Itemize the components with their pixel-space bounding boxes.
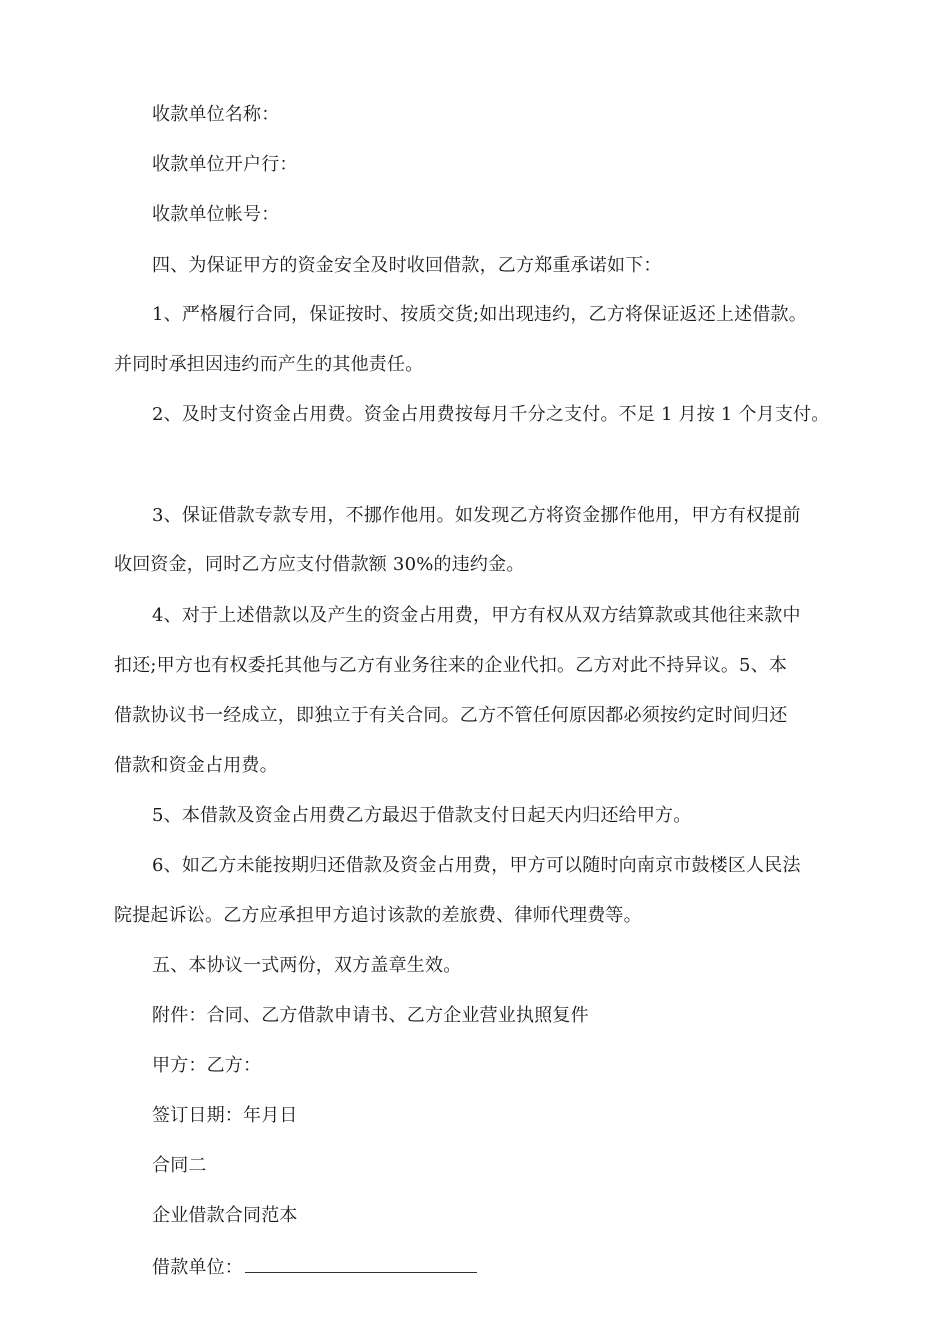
signing-date-line: 签订日期：年月日 [152,1105,298,1126]
parties-line: 甲方：乙方： [152,1055,262,1076]
payee-account-line: 收款单位帐号： [152,204,280,225]
clause-3-line-2: 收回资金，同时乙方应支付借款额 30%的违约金。 [114,554,525,575]
borrower-label: 借款单位： [152,1257,243,1278]
clause-5: 5、本借款及资金占用费乙方最迟于借款支付日起天内归还给甲方。 [152,805,692,826]
clause-1-line-2: 并同时承担因违约而产生的其他责任。 [114,354,424,375]
clause-4-line-2: 扣还;甲方也有权委托其他与乙方有业务往来的企业代扣。乙方对此不持异议。5、本 [114,655,788,676]
section-four-heading: 四、为保证甲方的资金安全及时收回借款，乙方郑重承诺如下： [152,255,662,276]
borrower-line [0,1254,950,1280]
contract-two-heading: 合同二 [152,1155,207,1176]
clause-2: 2、及时支付资金占用费。资金占用费按每月千分之支付。不足 1 月按 1 个月支付。 [152,404,830,425]
contract-template-title: 企业借款合同范本 [152,1205,298,1226]
section-five: 五、本协议一式两份，双方盖章生效。 [152,955,462,976]
clause-1-line-1: 1、严格履行合同，保证按时、按质交货;如出现违约，乙方将保证返还上述借款。 [152,304,807,325]
payee-bank-line: 收款单位开户行： [152,154,298,175]
clause-3-line-1: 3、保证借款专款专用，不挪作他用。如发现乙方将资金挪作他用，甲方有权提前 [152,505,801,526]
attachments-line: 附件：合同、乙方借款申请书、乙方企业营业执照复件 [152,1005,589,1026]
borrower-blank [245,1254,477,1273]
clause-4-line-1: 4、对于上述借款以及产生的资金占用费，甲方有权从双方结算款或其他往来款中 [152,605,801,626]
clause-4-line-3: 借款协议书一经成立，即独立于有关合同。乙方不管任何原因都必须按约定时间归还 [114,705,788,726]
payee-name-line: 收款单位名称： [152,104,280,125]
clause-6-line-1: 6、如乙方未能按期归还借款及资金占用费，甲方可以随时向南京市鼓楼区人民法 [152,855,801,876]
clause-6-line-2: 院提起诉讼。乙方应承担甲方追讨该款的差旅费、律师代理费等。 [114,905,642,926]
clause-4-line-4: 借款和资金占用费。 [114,755,278,776]
